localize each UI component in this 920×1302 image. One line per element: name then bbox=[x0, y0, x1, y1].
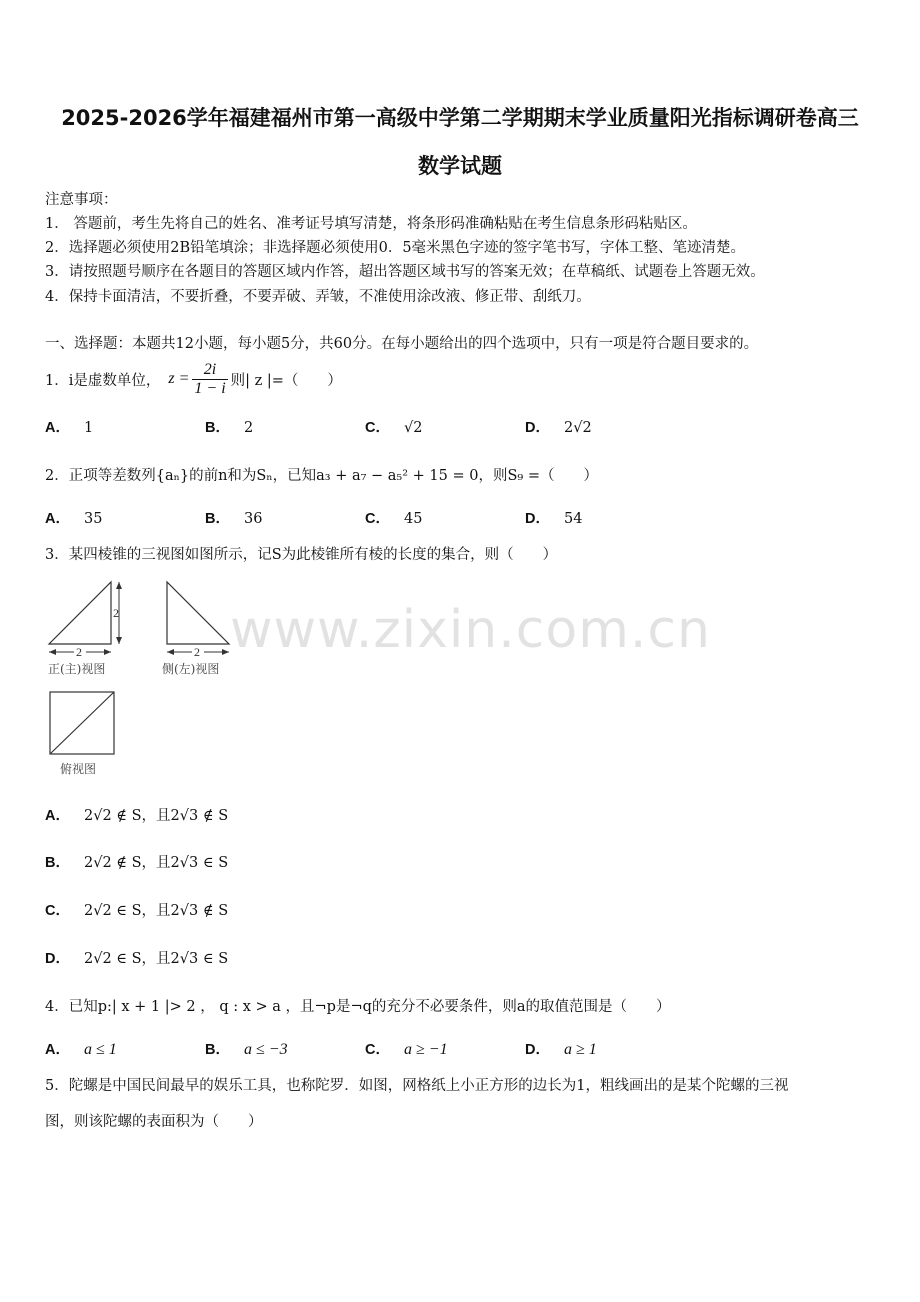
notice-item: 4．保持卡面清洁，不要折叠，不要弄破、弄皱，不准使用涂改液、修正带、刮纸刀。 bbox=[45, 289, 591, 305]
q4-option-c: C． a ≥ −1 bbox=[365, 1041, 448, 1058]
q1-fraction bbox=[192, 361, 227, 398]
q3-option-a: A． 2√2 ∉ S，且2√3 ∉ S bbox=[45, 808, 229, 824]
doc-title-line1: 2025-2026学年福建福州市第一高级中学第二学期期末学业质量阳光指标调研卷高三 bbox=[61, 106, 859, 130]
q3-option-c: C． 2√2 ∈ S，且2√3 ∉ S bbox=[45, 903, 229, 919]
q4-option-b: B． a ≤ −3 bbox=[205, 1041, 288, 1058]
top-view-diagonal bbox=[50, 692, 114, 754]
q2-option-a: A． 35 bbox=[45, 511, 103, 527]
notice-item: 1． 答题前，考生先将自己的姓名、准考证号填写清楚，将条形码准确粘贴在考生信息条形码粘贴区。 bbox=[45, 216, 697, 232]
side-view-triangle bbox=[167, 582, 229, 644]
watermark-text: www.zixin.com.cn bbox=[230, 600, 711, 660]
q1-option-c: C． √2 bbox=[365, 420, 423, 436]
doc-title-line2: 数学试题 bbox=[418, 154, 502, 178]
q1-option-d: D． 2√2 bbox=[525, 420, 592, 436]
front-view-triangle bbox=[49, 582, 111, 644]
q4-option-a: A． a ≤ 1 bbox=[45, 1041, 117, 1058]
q4-option-d: D． a ≥ 1 bbox=[525, 1041, 597, 1058]
q3-option-b: B． 2√2 ∉ S，且2√3 ∈ S bbox=[45, 855, 229, 871]
three-view-figure bbox=[40, 578, 250, 778]
q1-numerator: 2i bbox=[192, 361, 227, 380]
top-view-label: 俯视图 bbox=[60, 762, 97, 776]
q2-option-d: D． 54 bbox=[525, 511, 583, 527]
side-view-label: 侧(左)视图 bbox=[162, 662, 220, 676]
q1-option-a: A． 1 bbox=[45, 420, 94, 436]
front-view-label: 正(主)视图 bbox=[48, 662, 106, 676]
question-3: 3．某四棱锥的三视图如图所示，记S为此棱锥所有棱的长度的集合，则（ ） bbox=[45, 547, 558, 563]
question-5-line1: 5．陀螺是中国民间最早的娱乐工具，也称陀罗．如图，网格纸上小正方形的边长为1，粗线画出的是某个陀螺的三视 bbox=[45, 1078, 789, 1094]
q1-prefix: 1．i是虚数单位， bbox=[45, 372, 161, 389]
section-heading: 一、选择题：本题共12小题，每小题5分，共60分。在每小题给出的四个选项中，只有一项是符合题目要求的。 bbox=[45, 336, 759, 352]
side-width-label: 2 bbox=[194, 645, 200, 659]
q1-option-b: B． 2 bbox=[205, 420, 254, 436]
front-width-label: 2 bbox=[76, 645, 82, 659]
notice-item: 2．选择题必须使用2B铅笔填涂；非选择题必须使用0．5毫米黑色字迹的签字笔书写，字体工整、笔迹清楚。 bbox=[45, 240, 746, 256]
q2-option-b: B． 36 bbox=[205, 511, 263, 527]
notice-heading: 注意事项： bbox=[45, 192, 118, 208]
front-height-label: 2 bbox=[113, 606, 119, 620]
question-1 bbox=[45, 356, 342, 402]
q1-suffix: 则| z |=（ ） bbox=[230, 372, 342, 389]
q3-option-d: D． 2√2 ∈ S，且2√3 ∈ S bbox=[45, 951, 229, 967]
question-2: 2．正项等差数列{aₙ}的前n和为Sₙ，已知a₃ + a₇ − a₅² + 15 = 0，则S₉ =（ ） bbox=[45, 468, 598, 484]
question-5-line2: 图，则该陀螺的表面积为（ ） bbox=[45, 1114, 263, 1130]
q1-lhs: z = bbox=[168, 370, 190, 387]
q1-denominator: 1 − i bbox=[194, 379, 226, 397]
notice-item: 3．请按照题号顺序在各题目的答题区域内作答，超出答题区域书写的答案无效；在草稿纸、试题卷上答题无效。 bbox=[45, 264, 765, 280]
q2-option-c: C． 45 bbox=[365, 511, 423, 527]
question-4: 4．已知p:| x + 1 |> 2 ， q : x > a ，且¬p是¬q的充分不必要条件，则a的取值范围是（ ） bbox=[45, 999, 671, 1015]
